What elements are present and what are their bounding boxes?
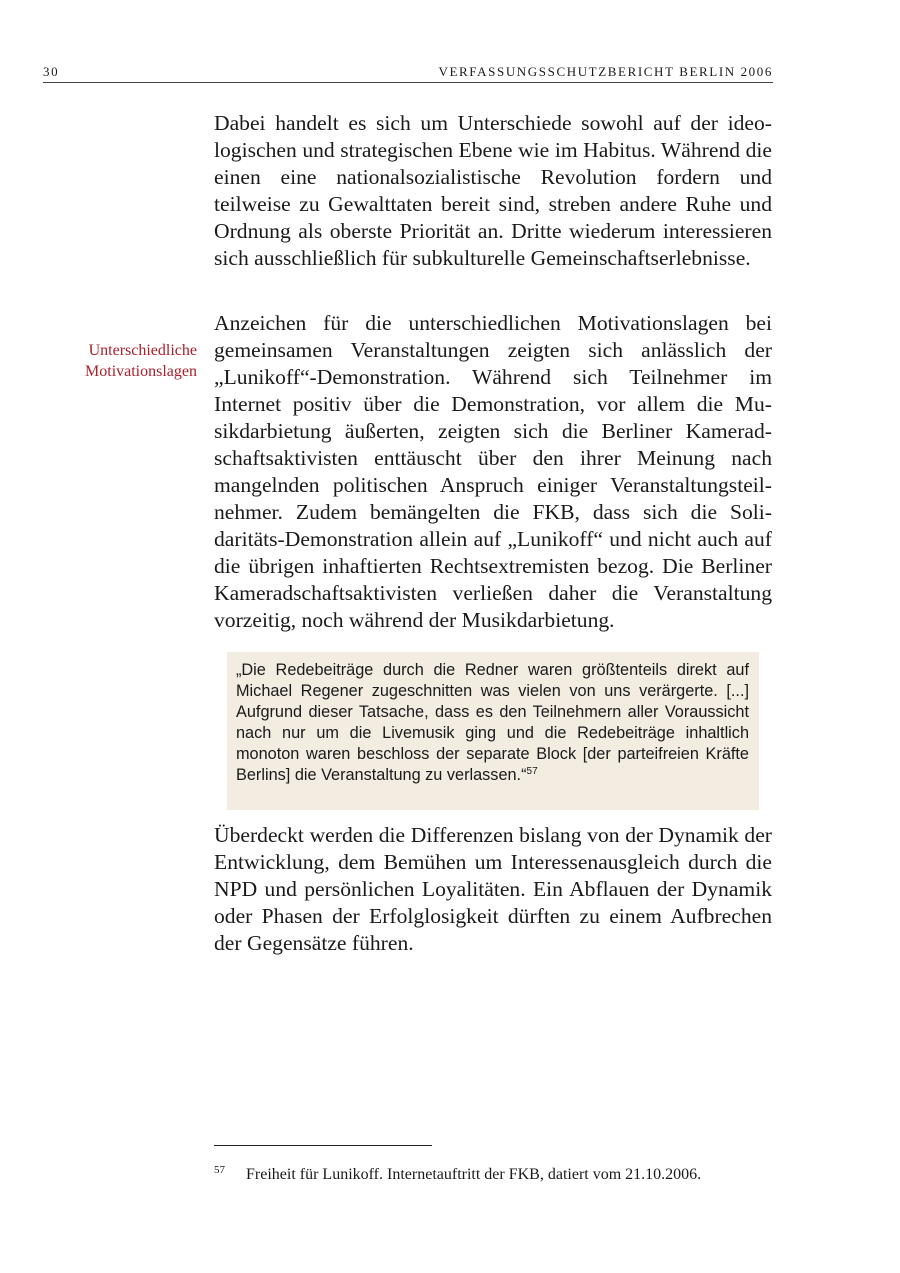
paragraph-3: Überdeckt werden die Differenzen bislang von der Dynamik der Entwicklung, dem Bemühen um Interessenausgleich durch die NPD und persönlichen Loyalitäten. Ein Abflauen der Dynamik oder Phasen der Erfolglosigkeit dürften zu einem Aufbrechen der Gegensätze führen. — [214, 823, 772, 955]
margin-note-line1: Unterschiedliche — [88, 342, 197, 359]
quote-footnote-ref[interactable]: 57 — [526, 766, 538, 777]
paragraph-2: Anzeichen für die unterschiedlichen Motivationslagen bei gemeinsamen Veranstaltungen zeigten sich anlässlich der „Lunikoff“-Demonstration. Während sich Teilnehmer im Internet positiv über die Demonstration, vor allem die Musikdarbietung äußerten, zeigten sich die Berliner Kameradschaftsaktivisten enttäuscht über den ihrer Meinung nach mangelnden politischen Anspruch einiger Veranstaltungsteilnehmer. Zudem bemängelten die FKB, dass sich die Solidaritäts-Demonstration allein auf „Lunikoff“ und nicht auch auf die übrigen inhaftierten Rechtsextremisten bezog. Die Berliner Kameradschaftsaktivisten verließen daher die Veranstaltung vorzeitig, noch während der Musikdarbietung. — [214, 311, 772, 632]
page-number: 30 — [43, 64, 60, 79]
footnote: 57 Freiheit für Lunikoff. Internetauftritt der FKB, datiert vom 21.10.2006. — [214, 1164, 702, 1183]
margin-note-line2: Motivationslagen — [85, 363, 197, 380]
quote-box — [227, 652, 759, 810]
margin-note — [40, 340, 197, 382]
quote-text: „Die Redebeiträge durch die Redner waren größtenteils direkt auf Michael Regener zugeschnitten was vielen von uns verärgerte. [...] Aufgrund dieser Tatsache, dass es den Teilnehmern aller Voraussicht nach nur um die Livemusik ging und die Redebeiträge inhaltlich monoton waren beschloss der separate Block [der parteifreien Kräfte Berlins] die Veranstaltung zu verlassen.“ — [236, 661, 749, 784]
page-header — [43, 62, 773, 83]
footnote-text: Freiheit für Lunikoff. Internetauftritt der FKB, datiert vom 21.10.2006. — [246, 1166, 702, 1183]
paragraph-1: Dabei handelt es sich um Unterschiede sowohl auf der ideologischen und strategischen Ebene wie im Habitus. Während die einen eine nationalsozialistische Revolution fordern und teilweise zu Gewalttaten bereit sind, streben andere Ruhe und Ordnung als oberste Priorität an. Dritte wiederum interessieren sich ausschließlich für subkulturelle Gemeinschaftserlebnisse. — [214, 111, 772, 270]
running-title: VERFASSUNGSSCHUTZBERICHT BERLIN 2006 — [438, 64, 773, 79]
footnote-divider — [214, 1145, 432, 1146]
